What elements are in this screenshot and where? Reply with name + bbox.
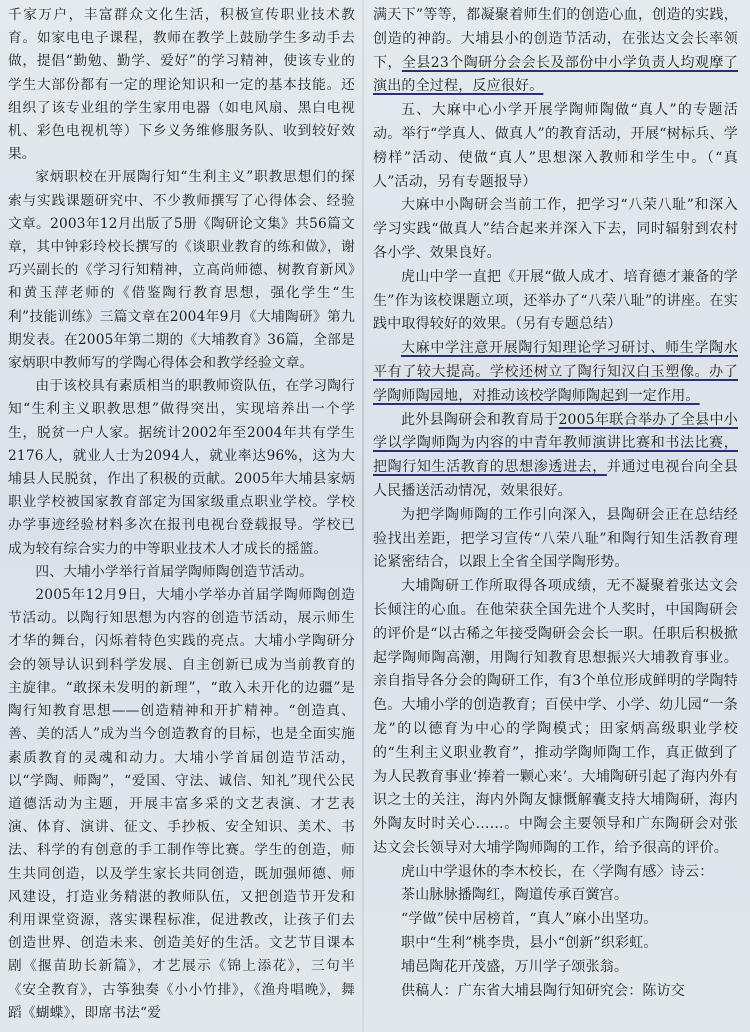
left-column — [8, 4, 355, 1025]
paragraph: 2005年12月9日，大埔小学举办首届学陶师陶创造节活动。以陶行知思想为内容的创造节活动，展示师生才华的舞台，闪烁着特色实践的亮点。大埔小学陶研分会的领导认识到科学发展、自主创新已成为当前教育的主旋律。“敢探未发明的新理”，“敢入未开化的边疆”是陶行知教育思想——创造精神和开扩精神。“创造真、善、美的活人”成为当今创造教育的目标，也是全面实施素质教育的灵魂和动力。大埔小学首届创造节活动，以“学陶、师陶”，“爱国、守法、诚信、知礼”现代公民道德活动为主题，开展丰富多采的文艺表演、才艺表演、体育、演讲、征文、手抄板、安全知识、美术、书法、科学的有创意的手工制作等比赛。学生的创造，师生共同创造，以及学生家长共同创造，既加强师德、师风建设，打造业务精湛的教师队伍，又把创造节开发和利用课堂资源，落实课程标准，促进教改，让孩子们去创造世界、创造未来、创造美好的生活。文艺节目课本剧《揠苗助长新篇》，才艺展示《锦上添花》，三句半《安全教育》，古筝独奏《小小竹排》，《渔舟唱晚》，舞蹈《蝴蝶》，即席书法“爱 — [8, 587, 355, 1021]
paragraph: 虎山中学一直把《开展“做人成才、培育德才兼备的学生”作为该校课题立项，还举办了“八荣八耻”的讲座。在实践中取得较好的效果。（另有专题总结） — [373, 268, 738, 333]
paragraph: 为把学陶师陶的工作引向深入，县陶研会正在总结经验找出差距，把学习宣传“八荣八耻”和陶行知生活教育理论紧密结合，以跟上全省全国学陶形势。 — [373, 506, 738, 571]
section-heading: 四、大埔小学举行首届学陶师陶创造节活动。 — [35, 563, 314, 580]
paragraph — [373, 409, 738, 504]
paragraph: 虎山中学退休的李木校长，在〈学陶有感〉诗云： — [401, 863, 714, 880]
text-span: 此外县陶研会和教育局于 — [401, 411, 559, 428]
poem-line: 职中“生利”桃李贵，县小“创新”织彩虹。 — [401, 935, 658, 952]
poem-line: “学做”侯中居榜首，“真人”麻小出坚功。 — [401, 911, 658, 928]
text-span: 满天下”等等，都凝聚着师生们的创造心血，创造的实践，创造的神韵。大埔县小的创造节活动，在张达文会长率领下， — [373, 7, 738, 71]
paragraph: 大麻中小陶研会当前工作，把学习“八荣八耻”和深入学习实践“做真人”结合起来并深入下去，同时辐射到农村各小学、效果良好。 — [373, 197, 738, 261]
poem-line: 茶山脉脉播陶红，陶道传承百黉宫。 — [401, 887, 629, 904]
paragraph: 家炳职校在开展陶行知“生利主义”职教思想们的探索与实践课题研究中、不少教师撰写了心得体会、经验文章。2003年12月出版了5册《陶研论文集》共56篇文章，其中钟彩玲校长撰写的《谈职业教育的练和做》，谢巧兴副长的《学习行知精神，立高尚师德、树教育新风》和黄玉萍老师的《借鉴陶行教育思想，强化学生“生利”技能训练》三篇文章在2004年9月《大埔陶研》第九期发表。在2005年第二期的《大埔教育》36篇，全部是家炳职中教师写的学陶心得体会和教学经验文章。 — [8, 169, 355, 372]
paragraph: 大埔陶研工作所取得各项成绩，无不凝聚着张达文会长倾注的心血。在他荣获全国先进个人奖时，中国陶研会的评价是“以古稀之年接受陶研会会长一职。任职后积极掀起学陶师陶高潮，用陶行知教育思想振兴大埔教育事业。亲自指导各分会的陶研工作，有3个单位形成鲜明的学陶特色。大埔小学的创造教育；百侯中学、小学、幼儿园“一条龙”的以德育为中心的学陶模式；田家炳高级职业学校的“生利主义职业教育”，推动学陶师陶工作，真正做到了为人民教育事业‘捧着一颗心来’。大埔陶研引起了海内外有识之士的关注，海内外陶友慷慨解囊支持大埔陶研，海内外陶友时时关心……。中陶会主要领导和广东陶研会对张达文会长领导对大埔学陶师陶的工作，给予很高的评价。 — [373, 578, 738, 856]
paragraph: 千家万户，丰富群众文化生活，积极宣传职业技术教育。如家电电子课程，教师在教学上鼓励学生多动手去做，提倡“勤勉、勤学、爱好”的学习精神，使该专业的学生大部份都有一定的理论知识和一定的基本技能。还组织了该专业组的学生家用电器（如电风扇、黑白电视机、彩色电视机等）下乡义务维修服务队、收到较好效果。 — [8, 7, 355, 163]
paragraph: 由于该校具有素质相当的职教师资队伍，在学习陶行知“生利主义职教思想”做得突出，实现培养出一个学生，脱贫一户人家。据统计2002年至2004年共有学生2176人，就业人士为2094人，就业率达96%，这为大埔县人民脱贫，作出了积极的贡献。2005年大埔县家炳职业学校被国家教育部定为国家级重点职业学校。学校办学事迹经验材料多次在报刊电视台登载报导。学校已成为较有综合实力的中等职业技术人才成长的摇篮。 — [8, 378, 355, 557]
paragraph: 五、大麻中心小学开展学陶师陶做“真人”的专题活动。举行“学真人、做真人”的教育活动，开展“树标兵、学榜样”活动、使做“真人”思想深入教师和学生中。（“真人”活动，另有专题报导） — [373, 102, 738, 190]
text-span: 并通过电视台向全县人民播送活动情况，效果很好。 — [373, 459, 738, 499]
underlined-text: 2005年联合举办了全县中小学以学陶师陶为内容的中青年教师演讲比赛和书法比赛，把陶行知生活教育的思想渗透进去， — [373, 411, 738, 476]
paragraph — [373, 4, 738, 99]
right-column — [373, 4, 738, 1003]
underlined-paragraph: 大麻中学注意开展陶行知理论学习研讨、师生学陶水平有了较大提高。学校还树立了陶行知汉白玉塑像。办了学陶师陶园地，对推动该校学陶师陶起到一定作用。 — [373, 340, 738, 404]
column-fold — [362, 0, 364, 1032]
author-credit: 供稿人：广东省大埔县陶行知研究会：陈访交 — [401, 982, 685, 999]
poem-line: 埔邑陶花开茂盛，万川学子颂张翁。 — [401, 958, 629, 975]
underlined-text: 全县23个陶研分会会长及部份中小学负责人均观摩了演出的全过程，反应很好。 — [373, 54, 738, 95]
